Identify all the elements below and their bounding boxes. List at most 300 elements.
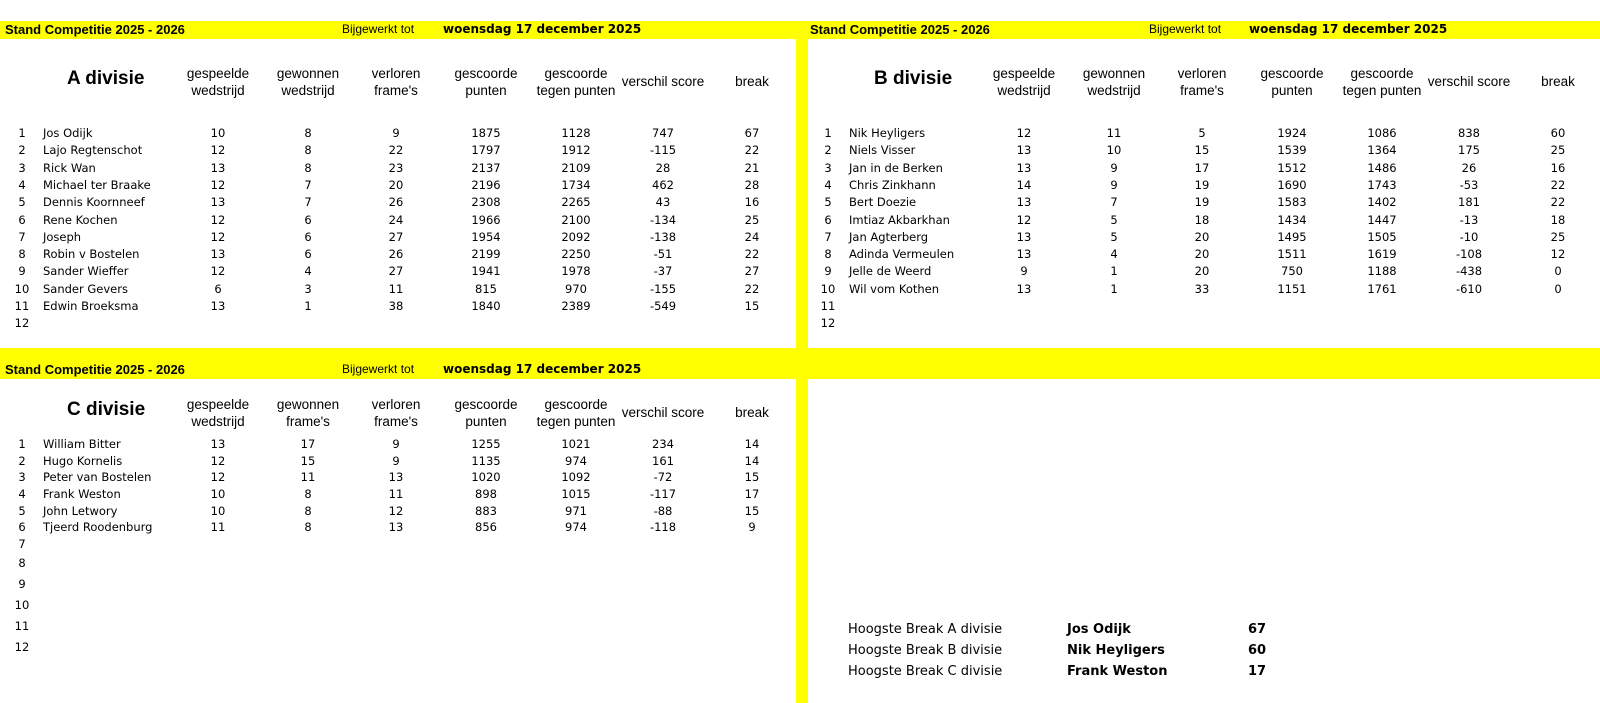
stat-cell: 1978 xyxy=(561,264,591,279)
column-header-line: verschil score xyxy=(621,74,705,89)
stat-cell: 28 xyxy=(655,160,671,175)
rank-cell: 9 xyxy=(18,264,26,279)
column-header xyxy=(1066,65,1162,99)
table-row xyxy=(0,281,790,298)
stat-cell: 12 xyxy=(210,264,226,279)
stat-cell: 1447 xyxy=(1367,212,1397,227)
stat-cell: 1966 xyxy=(471,212,501,227)
stat-cell: 13 xyxy=(388,470,404,484)
stat-cell: 13 xyxy=(210,160,226,175)
stat-cell: 13 xyxy=(210,247,226,262)
column-header-line: break xyxy=(735,405,769,420)
player-name-cell: Jos Odijk xyxy=(43,126,93,140)
stat-cell: 3 xyxy=(304,281,312,296)
column-header xyxy=(438,396,534,430)
rank-cell: 12 xyxy=(820,316,836,331)
column-header-line: gespeelde xyxy=(186,66,250,81)
player-name-cell: Sander Gevers xyxy=(43,281,128,296)
column-header-line: frame's xyxy=(286,414,330,429)
stat-cell: 4 xyxy=(1110,247,1118,262)
stat-cell: 6 xyxy=(304,229,312,244)
stat-cell: 2092 xyxy=(561,229,591,244)
rank-cell: 6 xyxy=(824,212,832,227)
stat-cell: 8 xyxy=(304,504,312,518)
stat-cell: 10 xyxy=(1106,143,1122,158)
stat-cell: 13 xyxy=(388,520,404,534)
table-row xyxy=(0,246,790,263)
highest-break-value: 60 xyxy=(1248,643,1267,658)
stat-cell: 971 xyxy=(565,504,587,518)
player-name-cell: Adinda Vermeulen xyxy=(849,247,955,262)
stat-cell: -610 xyxy=(1455,281,1483,296)
column-header-line: tegen punten xyxy=(536,83,616,98)
stat-cell: 1086 xyxy=(1367,126,1397,140)
stat-cell: 5 xyxy=(1198,126,1206,140)
table-row xyxy=(0,453,790,470)
table-row xyxy=(806,160,1596,177)
rank-cell: 8 xyxy=(18,247,26,262)
stat-cell: 883 xyxy=(475,504,497,518)
stat-cell: 1761 xyxy=(1367,281,1397,296)
player-name-cell: Joseph xyxy=(43,229,82,244)
stat-cell: 20 xyxy=(388,177,404,192)
stat-cell: 1797 xyxy=(471,143,501,158)
column-header-line: gewonnen xyxy=(276,397,340,412)
stat-cell: 2109 xyxy=(561,160,591,175)
rank-cell: 3 xyxy=(824,160,832,175)
stat-cell: 750 xyxy=(1281,264,1303,279)
stat-cell: 1020 xyxy=(471,470,501,484)
column-header xyxy=(170,65,266,99)
rank-cell: 6 xyxy=(18,520,26,534)
rank-cell: 4 xyxy=(18,487,26,501)
rank-cell: 2 xyxy=(18,454,26,468)
stat-cell: -51 xyxy=(653,247,673,262)
stat-cell: 9 xyxy=(392,454,400,468)
player-name-cell: Wil vom Kothen xyxy=(849,281,940,296)
rank-cell: 2 xyxy=(824,143,832,158)
stat-cell: 1941 xyxy=(471,264,501,279)
stat-cell: 20 xyxy=(1194,247,1210,262)
column-header-line: gescoorde xyxy=(454,397,518,412)
stat-cell: 22 xyxy=(388,143,404,158)
stat-cell: 1505 xyxy=(1367,229,1397,244)
column-header-line: gescoorde xyxy=(544,397,608,412)
highest-break-player: Jos Odijk xyxy=(1067,622,1131,637)
header-title: Stand Competitie 2025 - 2026 xyxy=(5,362,185,377)
stat-cell: 898 xyxy=(475,487,497,501)
stat-cell: 22 xyxy=(1550,195,1566,210)
column-header-line: wedstrijd xyxy=(191,83,245,98)
stat-cell: 1188 xyxy=(1367,264,1397,279)
stat-cell: 9 xyxy=(748,520,756,534)
column-header-line: frame's xyxy=(374,414,418,429)
stat-cell: 838 xyxy=(1458,126,1480,140)
table-row xyxy=(0,194,790,211)
stat-cell: 15 xyxy=(300,454,316,468)
stat-cell: 18 xyxy=(1194,212,1210,227)
rank-cell: 5 xyxy=(18,504,26,518)
stat-cell: 22 xyxy=(744,281,760,296)
stat-cell: 1364 xyxy=(1367,143,1397,158)
stat-cell: 13 xyxy=(1016,143,1032,158)
stat-cell: 24 xyxy=(744,229,760,244)
stat-cell: 8 xyxy=(304,487,312,501)
stat-cell: 1021 xyxy=(561,437,591,451)
player-name-cell: Bert Doezie xyxy=(849,195,917,210)
stat-cell: 9 xyxy=(1110,160,1118,175)
column-header xyxy=(1421,73,1517,90)
stat-cell: 6 xyxy=(304,247,312,262)
stat-cell: 1 xyxy=(304,299,312,313)
player-name-cell: Dennis Koornneef xyxy=(43,195,145,210)
stat-cell: 7 xyxy=(304,177,312,192)
stat-cell: -108 xyxy=(1455,247,1483,262)
stat-cell: 856 xyxy=(475,520,497,534)
player-name-cell: Robin v Bostelen xyxy=(43,247,140,262)
column-header xyxy=(170,396,266,430)
column-header xyxy=(260,65,356,99)
column-header xyxy=(348,65,444,99)
stat-cell: 12 xyxy=(1550,247,1566,262)
stat-cell: 6 xyxy=(304,212,312,227)
column-header-line: verloren xyxy=(371,66,421,81)
rank-cell: 4 xyxy=(824,177,832,192)
player-name-cell: William Bitter xyxy=(43,437,121,451)
stat-cell: 181 xyxy=(1458,195,1480,210)
stat-cell: -13 xyxy=(1459,212,1479,227)
stat-cell: 25 xyxy=(1550,143,1566,158)
table-row xyxy=(0,160,790,177)
rank-cell: 12 xyxy=(14,316,30,331)
header-updated-label: Bijgewerkt tot xyxy=(342,362,415,376)
stat-cell: 43 xyxy=(655,195,671,210)
stat-cell: 14 xyxy=(744,454,760,468)
table-row xyxy=(0,503,790,520)
column-header-line: punten xyxy=(465,83,507,98)
stat-cell: 7 xyxy=(1110,195,1118,210)
rank-cell: 10 xyxy=(14,281,30,296)
stat-cell: 19 xyxy=(1194,177,1210,192)
player-name-cell: Lajo Regtenschot xyxy=(43,143,143,158)
stat-cell: 1875 xyxy=(471,126,501,140)
stat-cell: 12 xyxy=(210,212,226,227)
stat-cell: 1151 xyxy=(1277,281,1307,296)
player-name-cell: Niels Visser xyxy=(849,143,916,158)
rank-cell: 7 xyxy=(18,229,26,244)
stat-cell: 0 xyxy=(1554,281,1562,296)
rank-cell: 9 xyxy=(824,264,832,279)
stat-cell: 9 xyxy=(392,437,400,451)
highest-break-label: Hoogste Break A divisie xyxy=(848,622,1003,637)
header-title: Stand Competitie 2025 - 2026 xyxy=(810,22,990,37)
column-header-line: punten xyxy=(465,414,507,429)
stat-cell: 12 xyxy=(210,454,226,468)
stat-cell: 970 xyxy=(565,281,587,296)
division-title: B divisie xyxy=(874,68,953,89)
rank-cell: 4 xyxy=(18,177,26,192)
table-row xyxy=(0,618,790,635)
stat-cell: 13 xyxy=(210,195,226,210)
stat-cell: 747 xyxy=(652,126,674,140)
stat-cell: -155 xyxy=(649,281,677,296)
stat-cell: 1912 xyxy=(561,143,591,158)
stat-cell: 2250 xyxy=(561,247,591,262)
column-header-line: break xyxy=(1541,74,1575,89)
table-row xyxy=(806,177,1596,194)
rank-cell: 2 xyxy=(18,143,26,158)
stat-cell: 13 xyxy=(1016,195,1032,210)
rank-cell: 11 xyxy=(820,299,836,313)
column-header-line: break xyxy=(735,74,769,89)
stat-cell: -438 xyxy=(1455,264,1483,279)
stat-cell: 12 xyxy=(388,504,404,518)
stat-cell: 20 xyxy=(1194,264,1210,279)
stat-cell: 1924 xyxy=(1277,126,1307,140)
stat-cell: 8 xyxy=(304,160,312,175)
rank-cell: 6 xyxy=(18,212,26,227)
player-name-cell: Imtiaz Akbarkhan xyxy=(849,212,950,227)
stat-cell: 8 xyxy=(304,126,312,140)
table-row xyxy=(806,263,1596,280)
stat-cell: 11 xyxy=(388,281,404,296)
column-header-line: wedstrijd xyxy=(1087,83,1141,98)
table-row xyxy=(806,194,1596,211)
stat-cell: 27 xyxy=(388,229,404,244)
stat-cell: -117 xyxy=(649,487,677,501)
stat-cell: 2137 xyxy=(471,160,501,175)
stat-cell: 15 xyxy=(744,504,760,518)
stat-cell: 1583 xyxy=(1277,195,1307,210)
rank-cell: 11 xyxy=(14,299,30,313)
table-row xyxy=(0,229,790,246)
stat-cell: 9 xyxy=(1110,177,1118,192)
panel-a-divisie xyxy=(0,21,796,348)
column-header-line: gescoorde xyxy=(1350,66,1414,81)
stat-cell: 17 xyxy=(300,437,316,451)
table-row xyxy=(806,212,1596,229)
rank-cell: 8 xyxy=(18,556,26,570)
rank-cell: 1 xyxy=(18,437,26,451)
table-row xyxy=(806,315,1596,332)
rank-cell: 10 xyxy=(820,281,836,296)
stat-cell: 13 xyxy=(210,299,226,313)
stat-cell: 25 xyxy=(744,212,760,227)
stat-cell: 6 xyxy=(214,281,222,296)
table-row xyxy=(0,177,790,194)
stat-cell: 1135 xyxy=(471,454,501,468)
table-row xyxy=(0,298,790,315)
stat-cell: 7 xyxy=(304,195,312,210)
column-header xyxy=(438,65,534,99)
stat-cell: 974 xyxy=(565,520,587,534)
column-header xyxy=(260,396,356,430)
table-row xyxy=(0,576,790,593)
stat-cell: 12 xyxy=(210,470,226,484)
rank-cell: 1 xyxy=(18,126,26,140)
stat-cell: 462 xyxy=(652,177,674,192)
stat-cell: 1128 xyxy=(561,126,591,140)
stat-cell: -10 xyxy=(1459,229,1479,244)
stat-cell: 2308 xyxy=(471,195,501,210)
stat-cell: 20 xyxy=(1194,229,1210,244)
column-header-line: tegen punten xyxy=(1342,83,1422,98)
column-header-line: gescoorde xyxy=(1260,66,1324,81)
column-header xyxy=(1334,65,1430,99)
stat-cell: 9 xyxy=(392,126,400,140)
stat-cell: 12 xyxy=(1016,212,1032,227)
column-header xyxy=(704,404,800,421)
column-header-line: gescoorde xyxy=(544,66,608,81)
stat-cell: 13 xyxy=(1016,281,1032,296)
stat-cell: 11 xyxy=(1106,126,1122,140)
stat-cell: 10 xyxy=(210,126,226,140)
table-row xyxy=(0,469,790,486)
player-name-cell: Rene Kochen xyxy=(43,212,118,227)
column-header-line: punten xyxy=(1271,83,1313,98)
highest-break-value: 17 xyxy=(1248,664,1267,679)
stat-cell: 16 xyxy=(1550,160,1566,175)
stat-cell: 14 xyxy=(744,437,760,451)
stat-cell: 26 xyxy=(1461,160,1477,175)
column-header-line: wedstrijd xyxy=(281,83,335,98)
division-title: C divisie xyxy=(67,399,146,420)
rank-cell: 5 xyxy=(824,195,832,210)
player-name-cell: Chris Zinkhann xyxy=(849,177,936,192)
player-name-cell: Tjeerd Roodenburg xyxy=(43,520,153,534)
stat-cell: 1539 xyxy=(1277,143,1307,158)
column-header-line: gespeelde xyxy=(992,66,1056,81)
stat-cell: 161 xyxy=(652,454,674,468)
header-date: woensdag 17 december 2025 xyxy=(1249,22,1448,36)
column-header xyxy=(1244,65,1340,99)
stat-cell: 2196 xyxy=(471,177,501,192)
stat-cell: 21 xyxy=(744,160,760,175)
stat-cell: 13 xyxy=(1016,247,1032,262)
stat-cell: -118 xyxy=(649,520,677,534)
table-row xyxy=(806,142,1596,159)
column-header xyxy=(528,65,624,99)
table-row xyxy=(0,639,790,656)
stat-cell: 11 xyxy=(388,487,404,501)
stat-cell: 1402 xyxy=(1367,195,1397,210)
player-name-cell: Michael ter Braake xyxy=(43,177,151,192)
stat-cell: 175 xyxy=(1458,143,1480,158)
stat-cell: 12 xyxy=(210,143,226,158)
rank-cell: 11 xyxy=(14,619,30,633)
panel-c-divisie xyxy=(0,361,796,703)
column-header xyxy=(704,73,800,90)
stat-cell: 17 xyxy=(1194,160,1210,175)
stat-cell: 1512 xyxy=(1277,160,1307,175)
stat-cell: 815 xyxy=(475,281,497,296)
stat-cell: 2100 xyxy=(561,212,591,227)
column-header xyxy=(976,65,1072,99)
column-header-line: gewonnen xyxy=(276,66,340,81)
stat-cell: 12 xyxy=(1016,126,1032,140)
table-row xyxy=(0,536,790,553)
stat-cell: 13 xyxy=(210,437,226,451)
stat-cell: 18 xyxy=(1550,212,1566,227)
stat-cell: 1 xyxy=(1110,264,1118,279)
stat-cell: 1495 xyxy=(1277,229,1307,244)
stat-cell: 19 xyxy=(1194,195,1210,210)
stat-cell: 1 xyxy=(1110,281,1118,296)
stat-cell: 15 xyxy=(744,470,760,484)
column-header-line: verschil score xyxy=(621,405,705,420)
column-header-line: wedstrijd xyxy=(997,83,1051,98)
header-title: Stand Competitie 2025 - 2026 xyxy=(5,22,185,37)
rank-cell: 10 xyxy=(14,598,30,612)
stat-cell: 15 xyxy=(744,299,760,313)
stat-cell: -53 xyxy=(1459,177,1479,192)
table-row xyxy=(0,263,790,280)
stat-cell: 26 xyxy=(388,247,404,262)
player-name-cell: Edwin Broeksma xyxy=(43,299,139,313)
stat-cell: 15 xyxy=(1194,143,1210,158)
table-row xyxy=(0,212,790,229)
stat-cell: -72 xyxy=(653,470,673,484)
stat-cell: 4 xyxy=(304,264,312,279)
player-name-cell: Nik Heyligers xyxy=(849,126,926,140)
stat-cell: 2199 xyxy=(471,247,501,262)
player-name-cell: Jan in de Berken xyxy=(849,160,943,175)
column-header-line: wedstrijd xyxy=(191,414,245,429)
stat-cell: 5 xyxy=(1110,212,1118,227)
stat-cell: 10 xyxy=(210,504,226,518)
column-header-line: frame's xyxy=(1180,83,1224,98)
player-name-cell: Frank Weston xyxy=(43,487,121,501)
rank-cell: 3 xyxy=(18,470,26,484)
table-row xyxy=(0,486,790,503)
column-header-line: gescoorde xyxy=(454,66,518,81)
player-name-cell: Hugo Kornelis xyxy=(43,454,123,468)
header-date: woensdag 17 december 2025 xyxy=(443,362,642,376)
table-row xyxy=(0,519,790,536)
rank-cell: 9 xyxy=(18,577,26,591)
table-row xyxy=(0,315,790,332)
rank-cell: 8 xyxy=(824,247,832,262)
stat-cell: 33 xyxy=(1194,281,1210,296)
stat-cell: -115 xyxy=(649,143,677,158)
stat-cell: 28 xyxy=(744,177,760,192)
stat-cell: 1619 xyxy=(1367,247,1397,262)
rank-cell: 1 xyxy=(824,126,832,140)
stat-cell: 26 xyxy=(388,195,404,210)
stat-cell: 1434 xyxy=(1277,212,1307,227)
table-row xyxy=(0,142,790,159)
stat-cell: 22 xyxy=(744,247,760,262)
stat-cell: 38 xyxy=(388,299,404,313)
stat-cell: 12 xyxy=(210,229,226,244)
table-row xyxy=(0,555,790,572)
stat-cell: -134 xyxy=(649,212,677,227)
stat-cell: -138 xyxy=(649,229,677,244)
header-updated-label: Bijgewerkt tot xyxy=(342,22,415,36)
rank-cell: 12 xyxy=(14,640,30,654)
stat-cell: 9 xyxy=(1020,264,1028,279)
stat-cell: -37 xyxy=(653,264,673,279)
stat-cell: 234 xyxy=(652,437,674,451)
highest-break-label: Hoogste Break B divisie xyxy=(848,643,1003,658)
column-header-line: verloren xyxy=(371,397,421,412)
stat-cell: 17 xyxy=(744,487,760,501)
column-header xyxy=(1154,65,1250,99)
division-title: A divisie xyxy=(67,68,145,89)
column-header-line: verschil score xyxy=(1427,74,1511,89)
table-row xyxy=(806,246,1596,263)
stat-cell: 2389 xyxy=(561,299,591,313)
